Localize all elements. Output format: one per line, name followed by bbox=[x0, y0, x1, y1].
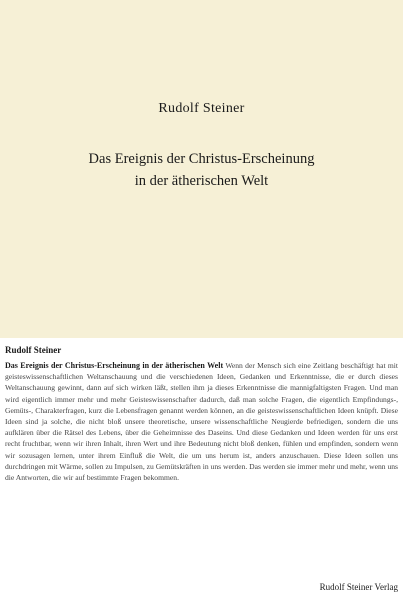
cover-title-line-1: Das Ereignis der Christus-Erscheinung bbox=[88, 151, 315, 167]
back-author: Rudolf Steiner bbox=[5, 345, 62, 355]
cover-author: Rudolf Steiner bbox=[158, 101, 245, 116]
publisher-name: Rudolf Steiner Verlag bbox=[319, 582, 398, 592]
back-blurb-text: Wenn der Mensch sich eine Zeitlang beschäftigt hat mit geisteswissenschaftlichen Weltanschauung und die verschiedenen Ideen, Gedanken und Erkenntnisse, die er durch dieses Weltanschauung gewinnt, dann auf sich wirken läßt, stellen ihm ja dieses Erkenntnisse die mannigfaltigsten Fragen. Und man wird eigentlich immer mehr und mehr Geisteswissenschafter dadurch, daß man solche Fragen, die eigentlich Empfindungs-, Gemüts-, Charakterfragen, kurz die Lebensfragen genannt werden können, an die geisteswissenschaftlichen Ideen knüpft. Diese Ideen sind ja solche, die nicht bloß unsere theoretische, unsere wissenschaftliche Neugierde befriedigen, sondern die uns aufklären über die Rätsel des Lebens, über die Geheimnisse des Daseins. Und diese Gedanken und Ideen werden für uns erst recht fruchtbar, wenn wir ihren Inhalt, ihren Wert und ihre Bedeutung nicht bloß denken, fühlen und empfinden, sondern wenn wir sozusagen lernen, unter ihrem Einfluß die Welt, die um uns herum ist, anders anzuschauen. Diese Ideen sollen uns durchdringen mit Wärme, sollen zu Impulsen, zu Gemütskräften in uns werden. Das werden sie immer mehr und mehr, wenn uns die Antworten, die wir auf bestimmte Fragen bekommen. bbox=[5, 361, 398, 483]
cover-title-line-2: in der ätherischen Welt bbox=[134, 173, 269, 189]
back-title: Das Ereignis der Christus-Erscheinung in der ätherischen Welt bbox=[5, 361, 224, 370]
cover-title bbox=[0, 148, 403, 192]
back-text-panel bbox=[5, 345, 398, 597]
back-blurb bbox=[5, 360, 398, 483]
